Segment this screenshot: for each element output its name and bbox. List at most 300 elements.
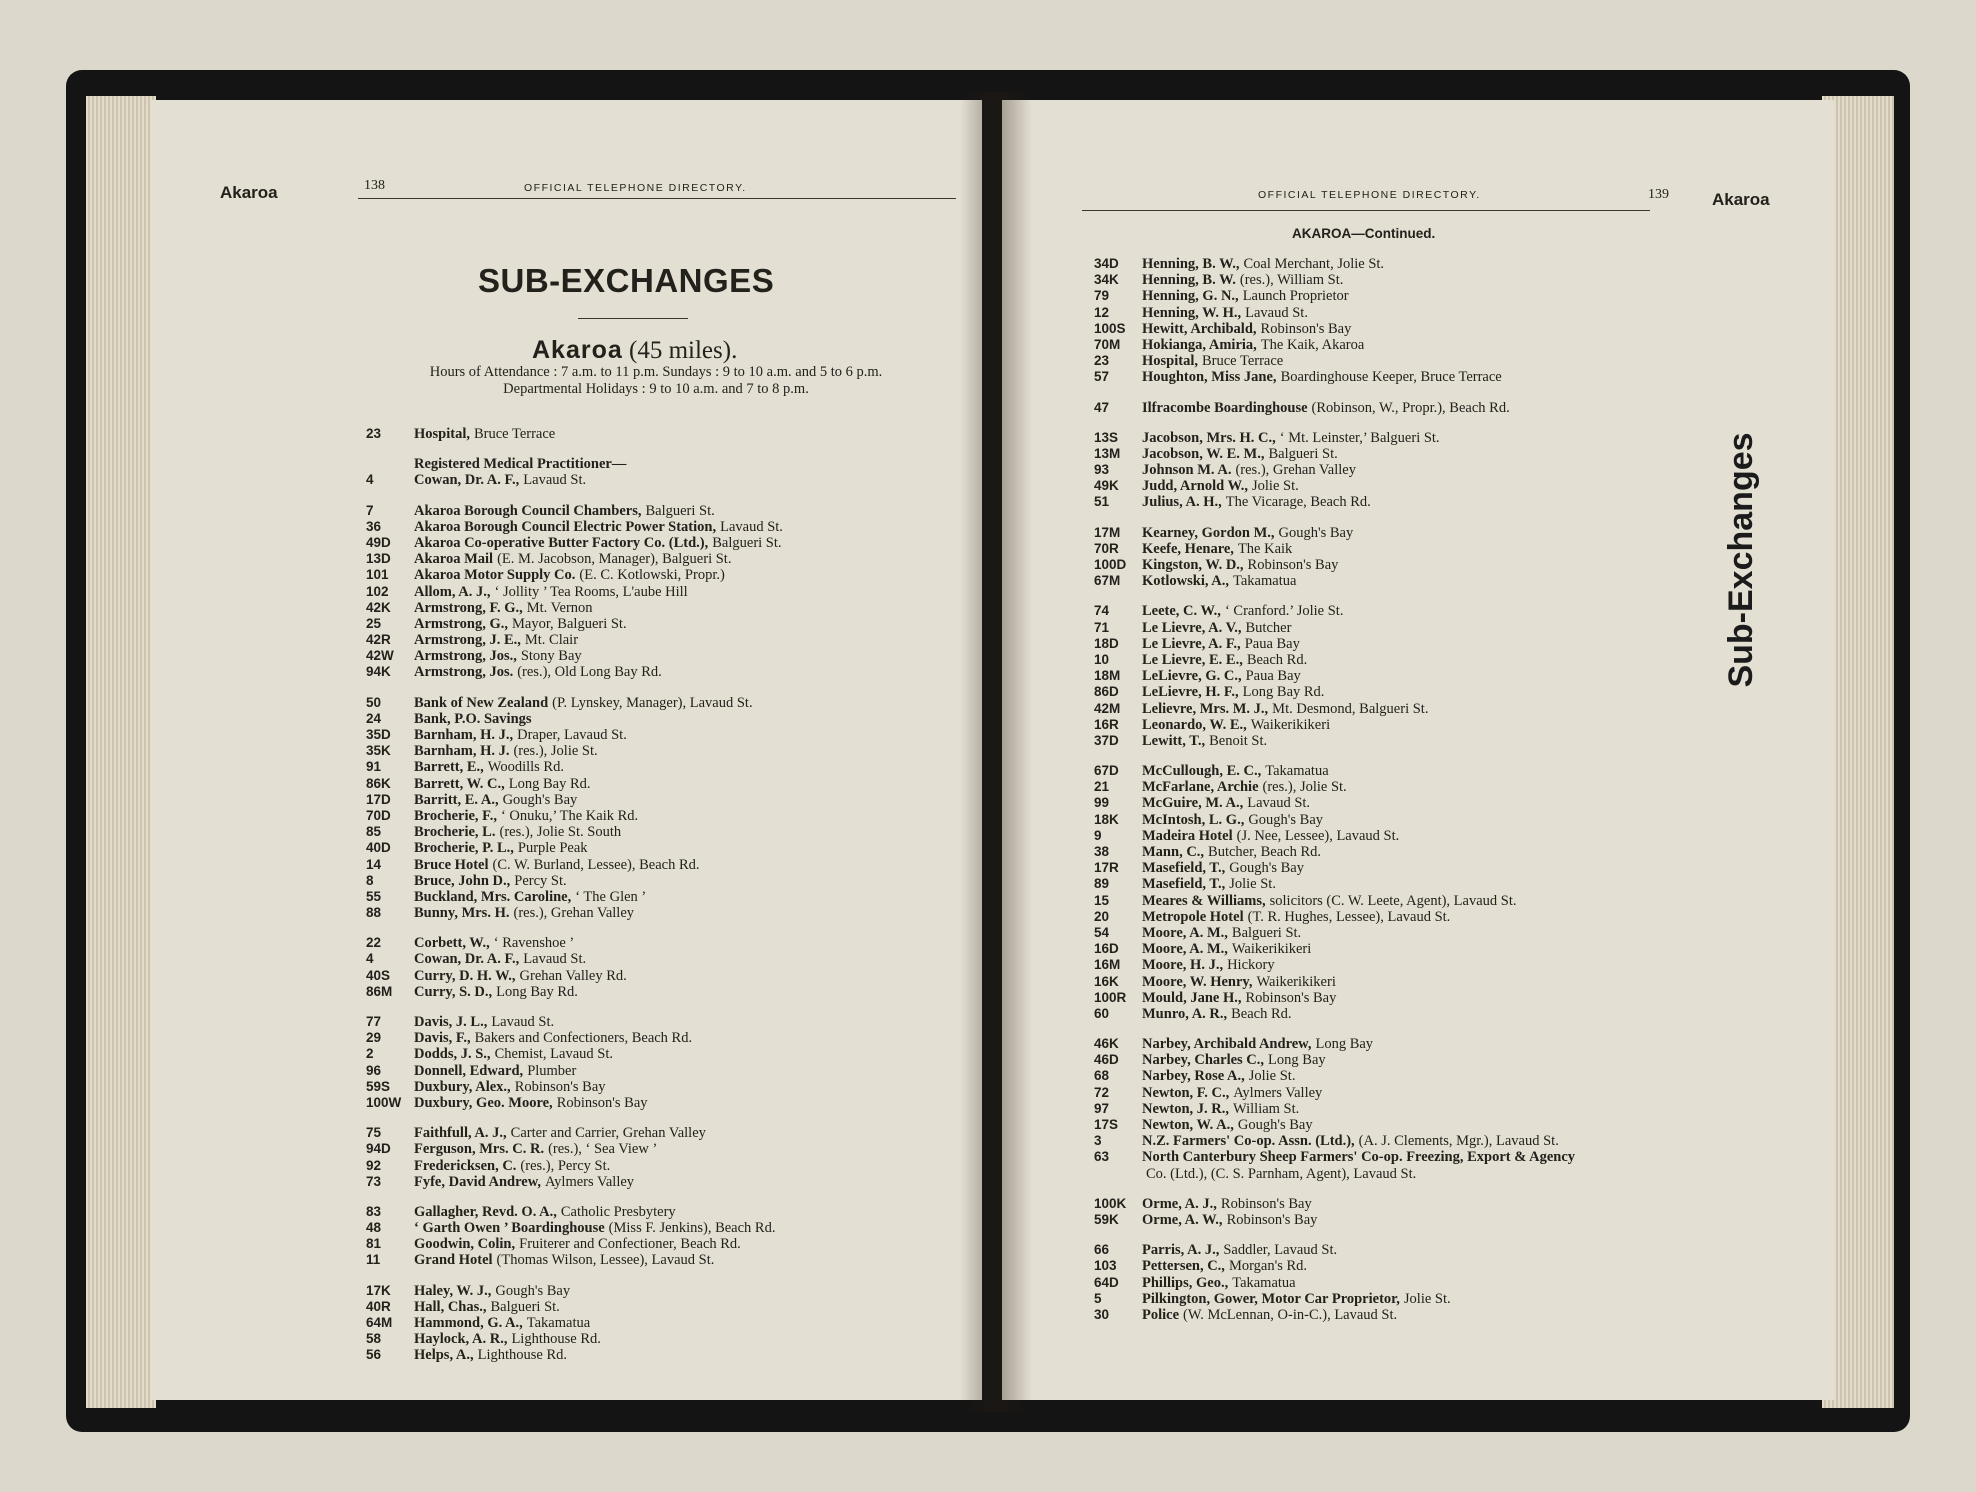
entry-name: Jacobson, W. E. M., (1142, 445, 1265, 462)
entry-detail: (res.), Grehan Valley (1235, 462, 1356, 479)
entry-number: 13S (1094, 429, 1119, 445)
directory-entry (366, 1141, 783, 1157)
entry-number: 23 (1094, 353, 1110, 369)
entry-number: 15 (1094, 892, 1110, 908)
directory-entry (1094, 684, 1579, 700)
entry-detail: Robinson's Bay (1260, 320, 1352, 337)
directory-entry (1094, 1068, 1579, 1084)
directory-entry (366, 519, 783, 535)
entry-detail: Balgueri St. (712, 534, 782, 551)
directory-entry (1094, 1117, 1579, 1133)
entry-number: 17S (1094, 1117, 1119, 1132)
entry-number: 18M (1094, 668, 1121, 684)
entry-name: Hall, Chas., (414, 1298, 487, 1315)
entry-detail: (A. J. Clements, Mgr.), Lavaud St. (1358, 1133, 1559, 1150)
entry-name: Allom, A. J., (414, 583, 491, 600)
entry-detail: Balgueri St. (1268, 445, 1338, 462)
entry-name: North Canterbury Sheep Farmers' Co-op. Freezing, Export & Agency (1142, 1149, 1576, 1166)
entry-number: 99 (1094, 795, 1110, 811)
directory-entry (1094, 844, 1579, 860)
entry-name: Masefield, T., (1142, 860, 1226, 877)
entry-number: 103 (1094, 1258, 1117, 1274)
entry-detail: William St. (1233, 1100, 1300, 1117)
entry-name: Newton, J. R., (1142, 1100, 1229, 1117)
entry-name: Davis, J. L., (414, 1014, 488, 1030)
directory-entry (1094, 1133, 1579, 1149)
directory-entry (1094, 1085, 1579, 1101)
directory-entry (1094, 828, 1579, 844)
entry-number: 48 (366, 1220, 382, 1236)
directory-entry (1094, 1275, 1579, 1291)
entry-number: 96 (366, 1062, 382, 1078)
right-entry-list (1094, 256, 1579, 1323)
directory-entry (1094, 603, 1579, 619)
entry-detail: ‘ Cranford.’ Jolie St. (1224, 603, 1344, 620)
entry-name: Johnson M. A. (1142, 462, 1232, 479)
entry-name: Parris, A. J., (1142, 1242, 1220, 1259)
directory-entry (1094, 305, 1579, 321)
entry-name: Haylock, A. R., (414, 1331, 508, 1348)
entry-detail: (E. M. Jacobson, Manager), Balgueri St. (497, 551, 732, 568)
directory-entry (1094, 990, 1579, 1006)
directory-entry (366, 1079, 783, 1095)
entry-name: Leete, C. W., (1142, 603, 1221, 620)
entry-detail: Jolie St. (1403, 1290, 1451, 1307)
directory-entry (366, 1283, 783, 1299)
exchange-heading (532, 336, 737, 365)
directory-entry (366, 664, 783, 680)
directory-entry (1094, 876, 1579, 892)
entry-detail: Gough's Bay (1248, 811, 1324, 828)
entry-detail: solicitors (C. W. Leete, Agent), Lavaud St. (1269, 892, 1517, 909)
entry-name: Barritt, E. A., (414, 791, 499, 808)
entry-number: 89 (1094, 876, 1110, 892)
entry-number: 86M (366, 983, 393, 999)
entry-detail: Balgueri St. (490, 1298, 560, 1315)
directory-entry (366, 968, 783, 984)
entry-name: Helps, A., (414, 1347, 474, 1364)
entry-detail: (T. R. Hughes, Lessee), Lavaud St. (1247, 908, 1451, 925)
entry-name: Armstrong, Jos. (414, 664, 514, 681)
entry-detail: (res.), Grehan Valley (513, 905, 635, 922)
directory-entry (1094, 400, 1579, 416)
entry-detail: Jolie St. (1229, 876, 1276, 893)
entry-number: 100S (1094, 320, 1126, 336)
entry-detail: Carter and Carrier, Grehan Valley (510, 1125, 706, 1142)
entry-name: Le Lievre, A. V., (1142, 619, 1242, 636)
entry-number: 49K (1094, 478, 1119, 494)
left-running-head: OFFICIAL TELEPHONE DIRECTORY. (524, 182, 747, 194)
entry-detail: Mt. Desmond, Balgueri St. (1272, 700, 1429, 717)
entry-name: Armstrong, J. E., (414, 632, 521, 649)
entry-detail: The Kaik (1237, 540, 1293, 557)
entry-number: 75 (366, 1125, 382, 1141)
entry-detail: (Robinson, W., Propr.), Beach Rd. (1311, 399, 1510, 416)
entry-number: 47 (1094, 399, 1110, 415)
entry-number: 7 (366, 502, 374, 518)
entry-number: 21 (1094, 779, 1110, 795)
entry-detail: (res.), Jolie St. (513, 743, 598, 760)
entry-number: 58 (366, 1331, 382, 1347)
title-rule (578, 318, 688, 319)
entry-number: 92 (366, 1157, 382, 1173)
entry-name: Pilkington, Gower, Motor Car Proprietor, (1142, 1290, 1400, 1307)
directory-entry (366, 1063, 783, 1079)
entry-detail: Robinson's Bay (1247, 557, 1339, 573)
entry-name: McIntosh, L. G., (1142, 811, 1245, 828)
hours-line-2: Departmental Holidays : 9 to 10 a.m. and 7 to 8 p.m. (503, 381, 809, 397)
entry-number: 17M (1094, 524, 1121, 540)
entry-name: Ferguson, Mrs. C. R. (414, 1141, 545, 1158)
entry-name: Madeira Hotel (1142, 827, 1233, 844)
directory-entry (366, 551, 783, 567)
directory-entry (366, 889, 783, 905)
entry-name: LeLievre, G. C., (1142, 668, 1242, 685)
entry-number: 29 (366, 1030, 382, 1046)
entry-name: Duxbury, Geo. Moore, (414, 1094, 553, 1111)
entry-detail: Mt. Clair (524, 632, 579, 649)
entry-name: Kearney, Gordon M., (1142, 524, 1275, 541)
entry-detail: Gough's Bay (1278, 524, 1354, 541)
entry-number: 54 (1094, 924, 1110, 940)
directory-entry (366, 1220, 783, 1236)
entry-name: Barrett, E., (414, 759, 484, 776)
left-header-rule (358, 198, 956, 199)
entry-name: Bruce, John D., (414, 872, 511, 889)
directory-entry (1094, 1258, 1579, 1274)
entry-number: 72 (1094, 1084, 1110, 1100)
entry-detail: Long Bay Rd. (496, 983, 578, 1000)
entry-number (1094, 1166, 1142, 1182)
entry-number: 71 (1094, 619, 1110, 635)
directory-entry (1094, 256, 1579, 272)
entry-detail: Gough's Bay (1229, 860, 1304, 877)
entry-name: Buckland, Mrs. Caroline, (414, 888, 572, 905)
entry-number: 66 (1094, 1242, 1110, 1258)
entry-detail: Mt. Vernon (526, 599, 593, 616)
directory-entry (1094, 1006, 1579, 1022)
directory-entry (1094, 636, 1579, 652)
directory-entry (366, 1174, 783, 1190)
entry-number: 40D (366, 840, 391, 856)
entry-name: Fyfe, David Andrew, (414, 1173, 542, 1190)
directory-entry (366, 456, 783, 472)
directory-entry (366, 873, 783, 889)
entry-name: Moore, A. M., (1142, 941, 1228, 958)
directory-entry (366, 535, 783, 551)
page-title: SUB-EXCHANGES (478, 262, 775, 299)
right-page-tab: Akaroa (1712, 190, 1770, 209)
entry-name: Akaroa Mail (414, 551, 494, 568)
entry-detail: Lavaud St. (720, 518, 783, 535)
entry-name: Pettersen, C., (1142, 1258, 1225, 1275)
entry-number: 2 (366, 1046, 374, 1062)
entry-name: Newton, F. C., (1142, 1084, 1230, 1101)
entry-detail: Long Bay Rd. (508, 775, 591, 792)
entry-detail: Robinson's Bay (1226, 1211, 1318, 1228)
entry-number: 13D (366, 551, 391, 567)
directory-entry (366, 1315, 783, 1331)
entry-number: 5 (1094, 1290, 1102, 1306)
directory-entry (366, 905, 783, 921)
entry-number: 16R (1094, 716, 1119, 732)
directory-entry (366, 1125, 783, 1141)
entry-detail: The Kaik, Akaroa (1260, 336, 1365, 353)
entry-number: 77 (366, 1014, 382, 1029)
directory-entry (366, 567, 783, 583)
entry-detail: Hickory (1227, 957, 1275, 974)
entry-number: 37D (1094, 732, 1119, 748)
directory-entry (366, 727, 783, 743)
entry-name: Curry, D. H. W., (414, 967, 516, 984)
entry-detail: Jolie St. (1252, 478, 1299, 495)
entry-detail: Paua Bay (1244, 635, 1300, 652)
directory-entry (366, 1236, 783, 1252)
directory-entry (1094, 717, 1579, 733)
entry-number: 83 (366, 1203, 382, 1219)
entry-name: Narbey, Rose A., (1142, 1068, 1245, 1085)
entry-name: Masefield, T., (1142, 876, 1226, 893)
directory-entry (1094, 478, 1579, 494)
directory-entry (366, 808, 783, 824)
entry-name: Jacobson, Mrs. H. C., (1142, 429, 1276, 446)
entry-detail: Robinson's Bay (1245, 989, 1337, 1006)
entry-detail: ‘ Mt. Leinster,’ Balgueri St. (1279, 429, 1440, 446)
entry-detail: ‘ Ravenshoe ’ (493, 935, 575, 952)
directory-entry (1094, 652, 1579, 668)
entry-name: Moore, W. Henry, (1142, 973, 1253, 990)
entry-number: 100R (1094, 989, 1127, 1005)
entry-name: McCullough, E. C., (1142, 763, 1262, 780)
entry-number: 8 (366, 872, 374, 888)
hours-of-attendance (351, 364, 961, 398)
entry-detail: Lighthouse Rd. (511, 1331, 601, 1348)
entry-number: 10 (1094, 651, 1110, 667)
entry-name: Henning, B. W. (1142, 272, 1236, 289)
entry-detail: Waikerikikeri (1250, 716, 1331, 733)
right-page-number: 139 (1648, 187, 1669, 202)
directory-entry (366, 711, 783, 727)
entry-number: 86K (366, 775, 391, 791)
entry-number: 67M (1094, 573, 1121, 589)
entry-name: Akaroa Co-operative Butter Factory Co. (Ltd.), (414, 534, 709, 551)
entry-name: McFarlane, Archie (1142, 779, 1259, 796)
directory-entry (1094, 1036, 1579, 1052)
entry-detail: (E. C. Kotlowski, Propr.) (579, 567, 725, 584)
entry-name: Brocherie, F., (414, 807, 497, 824)
entry-number: 42R (366, 632, 391, 648)
entry-number: 64M (366, 1315, 393, 1330)
entry-name: Grand Hotel (414, 1252, 493, 1269)
entry-name: Armstrong, G., (414, 615, 508, 632)
entry-number: 70R (1094, 540, 1119, 556)
entry-detail: Gough's Bay (502, 791, 578, 808)
entry-number: 17D (366, 791, 391, 807)
entry-detail: (P. Lynskey, Manager), Lavaud St. (552, 694, 753, 711)
directory-entry (366, 1046, 783, 1062)
entry-name: Julius, A. H., (1142, 494, 1222, 511)
entry-name: Judd, Arnold W., (1142, 478, 1248, 495)
entry-number: 30 (1094, 1306, 1110, 1322)
entry-detail: Co. (Ltd.), (C. S. Parnham, Agent), Lavaud St. (1146, 1165, 1417, 1182)
continued-heading: AKAROA—Continued. (1292, 226, 1436, 241)
directory-entry (1094, 763, 1579, 779)
entry-detail: Lavaud St. (523, 951, 587, 968)
entry-name: Davis, F., (414, 1030, 471, 1047)
directory-entry (1094, 541, 1579, 557)
entry-name: Orme, A. W., (1142, 1211, 1223, 1228)
directory-entry (1094, 1242, 1579, 1258)
exchange-distance: (45 miles). (629, 337, 738, 364)
entry-name: Narbey, Charles C., (1142, 1052, 1265, 1069)
directory-entry (366, 1014, 783, 1030)
entry-name: Munro, A. R., (1142, 1005, 1228, 1022)
entry-number: 34K (1094, 272, 1119, 288)
entry-number: 46K (1094, 1036, 1119, 1052)
entry-detail: Lavaud St. (523, 472, 587, 489)
entry-detail: ‘ Onuku,’ The Kaik Rd. (500, 807, 639, 824)
entry-detail: (Miss F. Jenkins), Beach Rd. (608, 1220, 776, 1237)
directory-entry (1094, 925, 1579, 941)
entry-number: 13M (1094, 445, 1121, 461)
entry-number: 101 (366, 567, 389, 583)
entry-number: 4 (366, 951, 374, 967)
entry-number: 42W (366, 648, 394, 664)
directory-entry (366, 503, 783, 519)
directory-entry (1094, 893, 1579, 909)
directory-entry (1094, 446, 1579, 462)
entry-detail: Lavaud St. (1245, 304, 1308, 321)
entry-detail: Jolie St. (1248, 1068, 1296, 1085)
entry-detail: The Vicarage, Beach Rd. (1225, 494, 1371, 511)
entry-number: 73 (366, 1173, 382, 1189)
entry-number: 97 (1094, 1100, 1110, 1116)
entry-name: Lewitt, T., (1142, 732, 1206, 749)
entry-detail: Bruce Terrace (474, 426, 556, 442)
entry-number: 11 (366, 1252, 381, 1268)
entry-name: Barnham, H. J., (414, 727, 514, 743)
entry-name: Akaroa Borough Council Chambers, (414, 502, 642, 519)
entry-detail: (res.), William St. (1239, 272, 1344, 289)
entry-name: Cowan, Dr. A. F., (414, 951, 520, 968)
entry-detail: ‘ The Glen ’ (575, 888, 647, 905)
entry-number: 9 (1094, 827, 1102, 843)
entry-number: 91 (366, 759, 382, 775)
entry-name: Phillips, Geo., (1142, 1274, 1229, 1291)
entry-name: ‘ Garth Owen ’ Boardinghouse (414, 1220, 605, 1237)
entry-number: 3 (1094, 1133, 1102, 1149)
directory-entry (1094, 974, 1579, 990)
entry-name: Mould, Jane H., (1142, 989, 1242, 1006)
entry-name: Houghton, Miss Jane, (1142, 369, 1277, 386)
entry-detail: (res.), Jolie St. South (499, 824, 622, 841)
entry-detail: Launch Proprietor (1242, 288, 1349, 305)
entry-name: Bank, P.O. Savings (414, 710, 532, 727)
entry-name: Henning, B. W., (1142, 256, 1240, 272)
entry-name: Le Lievre, E. E., (1142, 651, 1243, 668)
entry-number: 70M (1094, 336, 1121, 352)
directory-entry (366, 1158, 783, 1174)
directory-entry (366, 472, 783, 488)
entry-name: Metropole Hotel (1142, 908, 1244, 925)
entry-name: Hammond, G. A., (414, 1315, 523, 1331)
entry-number: 16K (1094, 973, 1119, 989)
directory-entry (1094, 1149, 1579, 1165)
left-entry-list (366, 412, 783, 1364)
entry-name: Goodwin, Colin, (414, 1236, 516, 1253)
directory-entry (366, 1347, 783, 1363)
entry-detail: Purple Peak (517, 840, 588, 857)
entry-number: 86D (1094, 684, 1119, 700)
entry-detail: (res.), Jolie St. (1262, 779, 1347, 796)
entry-name: Mann, C., (1142, 844, 1205, 860)
entry-name: Newton, W. A., (1142, 1117, 1234, 1133)
entry-detail: Long Bay (1315, 1036, 1374, 1053)
entry-detail: Lighthouse Rd. (477, 1347, 568, 1364)
entry-name: Gallagher, Revd. O. A., (414, 1203, 557, 1220)
entry-number: 94K (366, 664, 391, 680)
entry-name: Ilfracombe Boardinghouse (1142, 399, 1308, 416)
entry-number: 51 (1094, 494, 1110, 510)
directory-entry (1094, 860, 1579, 876)
entry-detail: Plumber (527, 1062, 577, 1079)
entry-name: Kotlowski, A., (1142, 573, 1230, 590)
entry-detail: Boardinghouse Keeper, Bruce Terrace (1280, 369, 1502, 386)
entry-number: 12 (1094, 304, 1110, 320)
entry-detail: Robinson's Bay (556, 1094, 648, 1111)
entry-detail: Robinson's Bay (514, 1078, 606, 1095)
entry-number: 35D (366, 727, 391, 742)
page-edges-left (86, 96, 156, 1408)
entry-number: 40S (366, 967, 391, 983)
entry-number: 102 (366, 583, 389, 599)
entry-name: Barnham, H. J. (414, 743, 510, 760)
entry-number: 25 (366, 615, 382, 631)
entry-number: 70D (366, 807, 391, 823)
directory-entry (1094, 321, 1579, 337)
directory-entry (1094, 957, 1579, 973)
entry-detail: Waikerikikeri (1256, 973, 1336, 990)
entry-name: Leonardo, W. E., (1142, 716, 1247, 733)
entry-name: Corbett, W., (414, 935, 490, 952)
entry-name: Hospital, (414, 426, 470, 442)
entry-detail: Grehan Valley Rd. (519, 967, 627, 984)
entry-detail: (res.), Old Long Bay Rd. (517, 664, 662, 681)
entry-name: Kingston, W. D., (1142, 557, 1244, 573)
entry-detail: Benoit St. (1209, 732, 1268, 749)
entry-name: Akaroa Motor Supply Co. (414, 567, 576, 584)
entry-name: Curry, S. D., (414, 983, 493, 1000)
entry-detail: Woodills Rd. (487, 759, 564, 776)
entry-detail: Lavaud St. (491, 1014, 555, 1030)
entry-name: Armstrong, Jos., (414, 648, 517, 665)
entry-number: 59K (1094, 1211, 1119, 1227)
hours-line-1: Hours of Attendance : 7 a.m. to 11 p.m. Sundays : 9 to 10 a.m. and 5 to 6 p.m. (429, 364, 883, 380)
entry-name: Brocherie, P. L., (414, 840, 514, 857)
entry-detail: Beach Rd. (1246, 651, 1308, 668)
directory-entry (1094, 525, 1579, 541)
entry-number: 40R (366, 1298, 391, 1314)
entry-name: Hewitt, Archibald, (1142, 320, 1257, 337)
entry-number: 22 (366, 935, 382, 951)
side-label: Sub-Exchanges (1722, 432, 1760, 688)
entry-detail: Bakers and Confectioners, Beach Rd. (474, 1030, 693, 1047)
entry-name: Registered Medical Practitioner— (414, 456, 627, 473)
entry-detail: ‘ Jollity ’ Tea Rooms, L'aube Hill (494, 583, 688, 600)
entry-name: Moore, A. M., (1142, 924, 1228, 941)
entry-name: Moore, H. J., (1142, 957, 1224, 974)
directory-entry (366, 759, 783, 775)
